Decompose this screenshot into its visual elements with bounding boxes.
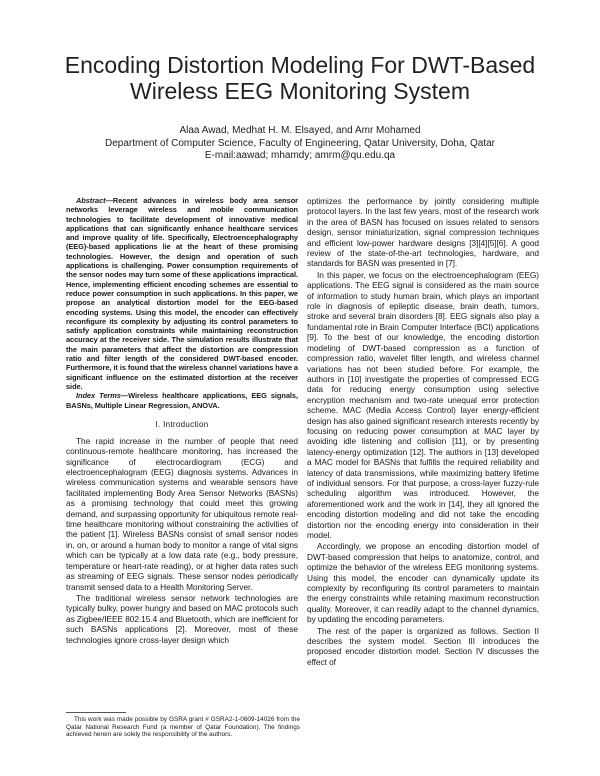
author-block xyxy=(40,125,560,163)
body-paragraph: In this paper, we focus on the electroencephalogram (EEG) applications. The EEG signal is considered as the main source of information to study human brain, which plays an important role in diagnosis of epileptic disease, brain death, tumors, stroke and several brain disorders [8]. EEG signals also play a fundamental role in Brain Computer Interface (BCI) applications [9]. To the best of our knowledge, the encoding distortion modeling of DWT-based compression as a function of compression ratio, wavelet filter length, and wireless channel variations has not been studied before. For example, the authors in [10] investigate the properties of compressed ECG data for reducing energy consumption using selective encryption mechanism and two-rate unequal error protection scheme. MAC (Media Access Control) layer energy-efficient design has also gained significant research interests recently by focusing on reducing power consumption at MAC layer by avoiding idle listening and collision [11], or by presenting latency-energy optimization [12]. The authors in [13] developed a MAC model for BASNs that fulfills the required reliability and latency of data transmissions, while maximizing battery lifetime of individual sensors. For that purpose, a cross-layer fuzzy-rule scheduling algorithm was introduced. However, the aforementioned work and the work in [14], they all ignored the encoding distortion modeling and did not take the encoding distortion nor the encoding energy into consideration in their model. xyxy=(307,269,539,540)
introduction-right-text xyxy=(307,196,539,667)
footnote-text: This work was made possible by GSRA grant # GSRA2-1-0609-14026 from the Qatar National Research Fund (a member of Qatar Foundation). The findings achieved herein are solely the responsibility of the authors. xyxy=(66,716,300,738)
abstract-paragraph xyxy=(66,196,298,391)
author-names: Alaa Awad, Medhat H. M. Elsayed, and Amr Mohamed xyxy=(179,125,421,136)
title-line-2: Wireless EEG Monitoring System xyxy=(130,78,470,104)
left-column xyxy=(66,196,298,646)
body-paragraph: optimizes the performance by jointly considering multiple protocol layers. In the last few years, most of the research work in the area of BASN has focused on issues related to sensors design, sensor miniaturization, signal compression techniques and efficient low-power hardware designs [3][4][5][6]. A good review of the state-of-the-art technologies, hardware, and standards for BASN was presented in [7]. xyxy=(307,196,539,269)
right-column xyxy=(307,196,539,668)
index-terms-label: Index Terms xyxy=(76,391,121,401)
paper-title xyxy=(40,52,560,104)
index-terms-text: —Wireless healthcare applications, EEG signals, BASNs, Multiple Linear Regression, ANOVA. xyxy=(66,391,298,410)
footnote xyxy=(66,716,300,739)
abstract xyxy=(66,196,298,410)
body-paragraph: The rapid increase in the number of people that need continuous-remote healthcare monitoring, has increased the significance of electrocardiogram (ECG) and electroencephalogram (EEG) diagnosis systems. Advances in wireless communication systems and wearable sensors have facilitated implementing Body Area Sensor Networks (BASNs) as a promising technology that could meet this growing demand, and surpassing opportunity for ubiquitous remote real-time healthcare monitoring without constraining the activities of the patient [1]. Wireless BASNs consist of small sensor nodes in, on, or around a human body to monitor a range of vital signs which can be typically at a low data rate (e.g., body pressure, temperature or heart-rate reading), or at higher data rates such as streaming of EEG signals. These sensor nodes periodically transmit sensed data to a Health Monitoring Server. xyxy=(66,435,298,592)
introduction-left-text xyxy=(66,436,298,645)
abstract-label: Abstract xyxy=(76,196,106,205)
footnote-rule xyxy=(66,712,126,713)
body-paragraph: The traditional wireless sensor network technologies are typically bulky, power hungry and based on MAC protocols such as Zigbee/IEEE 802.15.4 and Bluetooth, which are inefficient for such BASNs applications [2]. Moreover, most of these technologies ignore cross-layer design which xyxy=(66,592,298,645)
author-affiliation: Department of Computer Science, Faculty of Engineering, Qatar University, Doha, Qatar xyxy=(105,137,495,149)
body-paragraph: The rest of the paper is organized as follows. Section II describes the system model. Section III introduces the proposed encoder distortion model. Section IV discusses the effect of xyxy=(307,625,539,667)
body-paragraph: Accordingly, we propose an encoding distortion model of DWT-based compression that helps to anatomize, control, and optimize the behavior of the wireless EEG monitoring systems. Using this model, the encoder can dynamically update its complexity by reconfiguring its control parameters to maintain the energy constraints while retaining maximum reconstruction quality. Moreover, it can readily adapt to the channel dynamics, by updating the encoding parameters. xyxy=(307,541,539,625)
section-heading-introduction: I. Introduction xyxy=(155,419,209,429)
title-line-1: Encoding Distortion Modeling For DWT-Based xyxy=(64,52,536,78)
author-email: E-mail:aawad; mhamdy; amrm@qu.edu.qa xyxy=(204,150,396,161)
index-terms-paragraph xyxy=(66,391,298,410)
abstract-text: —Recent advances in wireless body area sensor networks leverage wireless and mobile communication technologies to facilitate development of innovative medical applications that can significantly enhance healthcare services and improve quality of life. Specifically, Electroencephalography (EEG)-based applications lie at the heart of these promising technologies. However, the design and operation of such applications is challenging. Power consumption requirements of the sensor nodes may turn some of these applications impractical. Hence, implementing efficient encoding schemes are essential to reduce power consumption in such applications. In this paper, we propose an analytical distortion model for the EEG-based encoding systems. Using this model, the encoder can effectively reconfigure its complexity by adjusting its control parameters to satisfy application constraints while maintaining reconstruction accuracy at the receiver side. The simulation results illustrate that the main parameters that affect the distortion are compression ratio and filter length of the considered DWT-based encoder. Furthermore, it is found that the wireless channel variations have a significant influence on the estimated distortion at the receiver side. xyxy=(66,196,298,391)
